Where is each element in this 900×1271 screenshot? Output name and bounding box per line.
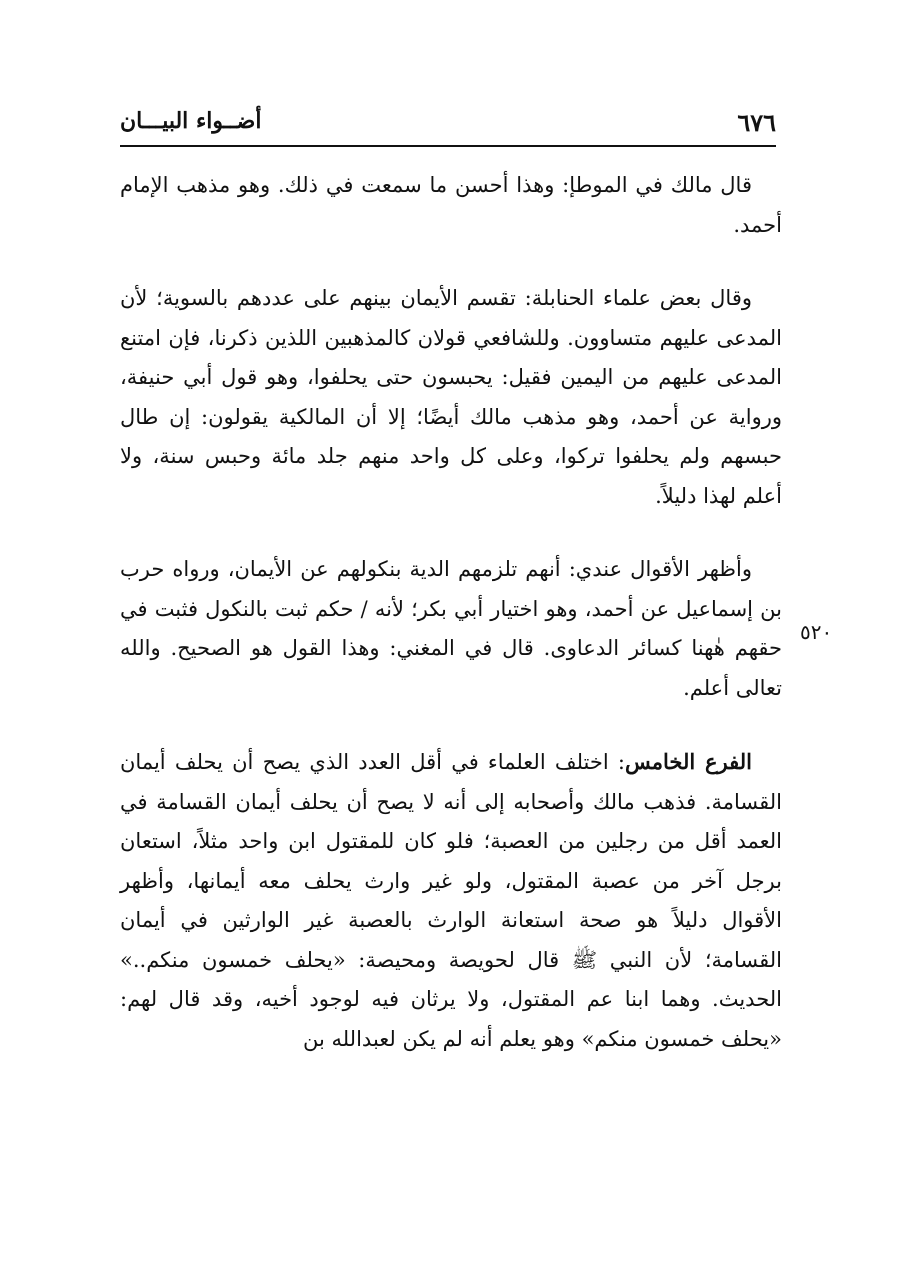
running-title: أضــواء البيـــان [120,108,262,134]
paragraph-4-text: : اختلف العلماء في أقل العدد الذي يصح أن يحلف أيمان القسامة. فذهب مالك وأصحابه إلى أنه لا يصح أن يحلف أيمان القسامة في العمد أقل من رجلين من العصبة؛ فلو كان للمقتول ابن واحد مثلاً، استعان برجل آخر من عصبة المقتول، ولو غير وارث يحلف معه أيمانها، وأظهر الأقوال دليلاً هو صحة استعانة الوارث بالعصبة غير الوارثين في أيمان القسامة؛ لأن النبي ﷺ قال لحويصة ومحيصة: «يحلف خمسون منكم..» الحديث. وهما ابنا عم المقتول، ولا يرثان فيه لوجود أخيه، وقد قال لهم: «يحلف خمسون منكم» وهو يعلم أنه لم يكن لعبدالله بن [120,750,782,1051]
main-text [120,166,782,1059]
paragraph-2: وقال بعض علماء الحنابلة: تقسم الأيمان بينهم على عددهم بالسوية؛ لأن المدعى عليهم متساوون. وللشافعي قولان كالمذهبين اللذين ذكرنا، فإن امتنع المدعى عليهم من اليمين فقيل: يحبسون حتى يحلفوا، وهو قول أبي حنيفة، ورواية عن أحمد، وهو مذهب مالك أيضًا؛ إلا أن المالكية يقولون: إن طال حبسهم ولم يحلفوا تركوا، وعلى كل واحد منهم جلد مائة وحبس سنة، ولا أعلم لهذا دليلاً. [120,286,782,508]
paragraph-3: وأظهر الأقوال عندي: أنهم تلزمهم الدية بنكولهم عن الأيمان، ورواه حرب بن إسماعيل عن أحمد، وهو اختيار أبي بكر؛ لأنه / حكم ثبت بالنكول فثبت في حقهم هٰهنا كسائر الدعاوى. قال في المغني: وهذا القول هو الصحيح. والله تعالى أعلم. [120,557,782,700]
paragraph-1: قال مالك في الموطإ: وهذا أحسن ما سمعت في ذلك. وهو مذهب الإمام أحمد. [120,173,782,237]
paragraph-4 [120,742,782,1059]
page-header [120,108,776,148]
header-divider [120,145,776,147]
section-heading: الفرع الخامس [624,749,752,774]
margin-page-reference: ٥٢٠ [800,620,833,644]
page-number: ٦٧٦ [737,108,776,137]
